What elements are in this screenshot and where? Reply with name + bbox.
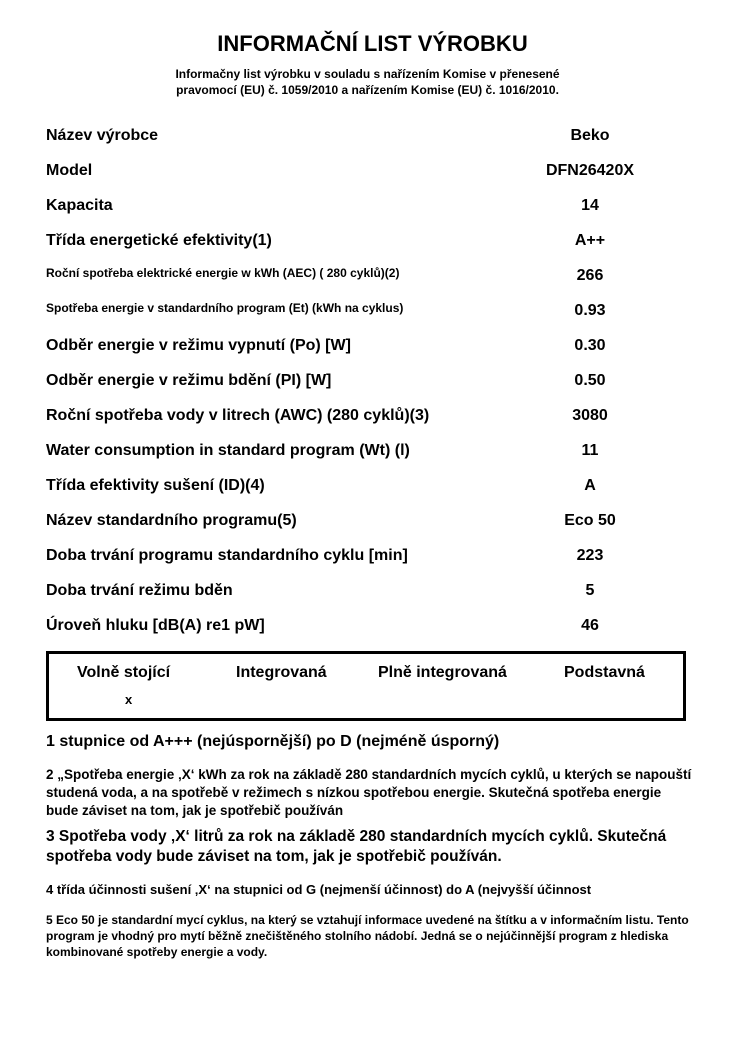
row-label: Úroveň hluku [dB(A) re1 pW] (46, 617, 265, 634)
subtitle-line-1: Informačny list výrobku v souladu s nařízením Komise v přenesené (175, 67, 560, 81)
row-value: 0.93 (574, 302, 606, 319)
row-label: Kapacita (46, 197, 113, 214)
row-label: Třída energetické efektivity(1) (46, 232, 272, 249)
row-value: A++ (574, 232, 606, 249)
footnote-2: 2 „Spotřeba energie ‚X‘ kWh za rok na základě 280 standardních mycích cyklů, u kterých se napouští studená voda, a na spotřebě v režimech s nízkou spotřebou energie. Skutečná spotřeba energie bude záviset na tom, jak je spotřebič používán (46, 767, 692, 818)
row-value: 46 (581, 617, 599, 634)
row-value: A (584, 477, 596, 494)
installation-option-fully-integrated: Plně integrovaná (378, 664, 507, 681)
footnote-4: 4 třída účinnosti sušení ‚X‘ na stupnici od G (nejmenší účinnost) do A (nejvyšší účinnost (46, 882, 592, 897)
row-value: 0.30 (574, 337, 606, 354)
row-value: Beko (570, 127, 610, 144)
row-label: Odběr energie v režimu vypnutí (Po) [W] (46, 337, 351, 354)
row-value: 223 (576, 547, 604, 564)
footnote-5: 5 Eco 50 je standardní mycí cyklus, na který se vztahují informace uvedené na štítku a v informačním listu. Tento program je vhodný pro mytí běžně znečištěného stolního nádobí. Jedná se o nejúčinnější program z hlediska kombinované spotřeby energie a vody. (46, 913, 689, 959)
regulation-subtitle (0, 66, 731, 98)
row-label: Název výrobce (46, 127, 159, 144)
row-label: Roční spotřeba vody v litrech (AWC) (280 cyklů)(3) (46, 407, 430, 424)
installation-type-box (46, 651, 686, 721)
subtitle-line-2: pravomocí (EU) č. 1059/2010 a nařízením Komise (EU) č. 1016/2010. (176, 83, 559, 97)
footnote-1: 1 stupnice od A+++ (nejúspornější) po D (nejméně úsporný) (46, 733, 500, 750)
installation-option-freestanding: Volně stojící (77, 664, 171, 681)
installation-option-integrated: Integrovaná (236, 664, 327, 681)
row-value: 266 (576, 267, 604, 284)
footnote-3: 3 Spotřeba vody ‚X‘ litrů za rok na základě 280 standardních mycích cyklů. Skutečná spotřeba vody bude záviset na tom, jak je spotřebič používán. (46, 828, 667, 865)
row-label: Doba trvání režimu bděn (46, 582, 233, 599)
installation-option-built-under: Podstavná (564, 664, 645, 681)
row-value: 14 (581, 197, 599, 214)
row-label: Water consumption in standard program (Wt) (l) (46, 442, 410, 459)
row-value: 5 (585, 582, 595, 599)
row-value: DFN26420X (545, 162, 635, 179)
installation-selected-mark: x (125, 692, 133, 707)
row-label: Doba trvání programu standardního cyklu [min] (46, 547, 408, 564)
row-label: Třída efektivity sušení (ID)(4) (46, 477, 265, 494)
row-label: Název standardního programu(5) (46, 512, 297, 529)
page-title: INFORMAČNÍ LIST VÝROBKU (217, 31, 528, 56)
row-value: 11 (581, 442, 599, 459)
row-label: Spotřeba energie v standardního program (Et) (kWh na cyklus) (46, 301, 404, 315)
row-label: Odběr energie v režimu bdění (PI) [W] (46, 372, 332, 389)
row-label: Model (46, 162, 93, 179)
row-value: 0.50 (574, 372, 606, 389)
row-value: Eco 50 (564, 512, 616, 529)
row-value: 3080 (572, 407, 608, 424)
row-label: Roční spotřeba elektrické energie w kWh (AEC) ( 280 cyklů)(2) (46, 266, 400, 280)
